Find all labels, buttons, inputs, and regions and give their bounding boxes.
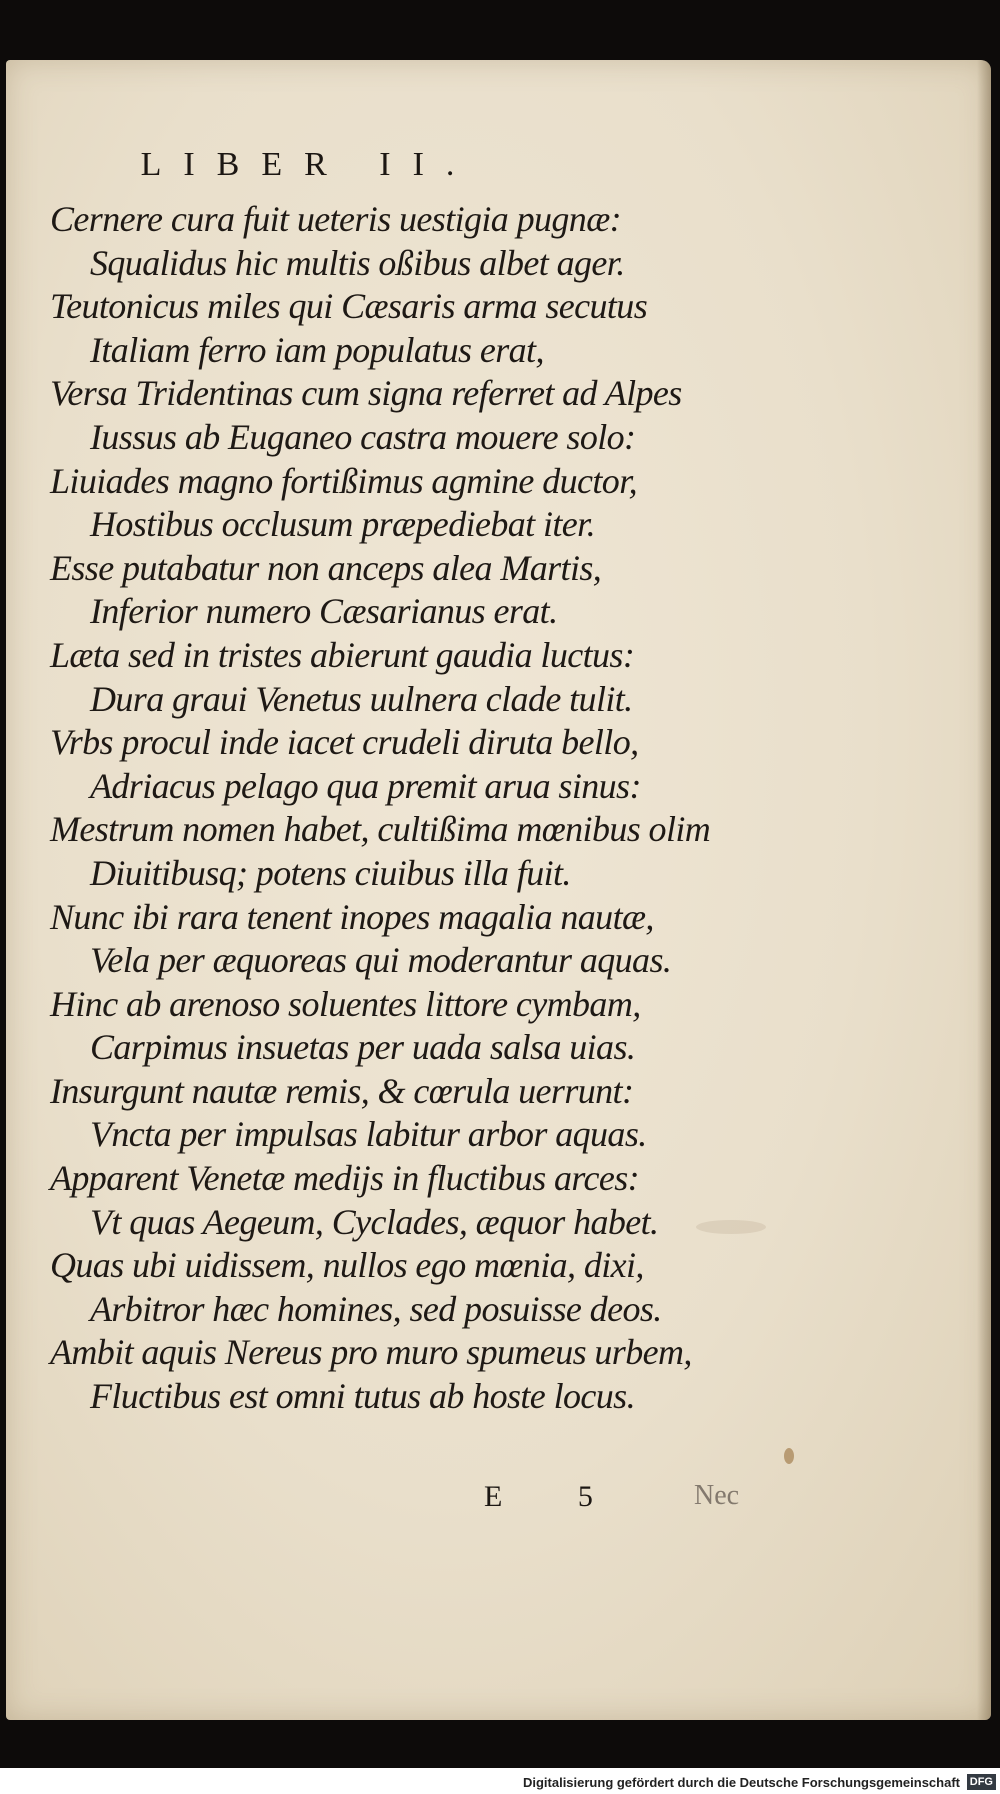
verse-line: Adriacus pelago qua premit arua sinus:	[90, 765, 641, 806]
verse-line: Liuiades magno fortißimus agmine ductor,	[50, 460, 638, 501]
verse-line: Carpimus insuetas per uada salsa uias.	[90, 1027, 636, 1068]
verse-line: Vela per æquoreas qui moderantur aquas.	[90, 940, 672, 981]
verse-block	[50, 198, 970, 1419]
verse-line: Diuitibusq; potens ciuibus illa fuit.	[90, 852, 571, 893]
verse-line: Fluctibus est omni tutus ab hoste locus.	[90, 1376, 635, 1417]
verse-line: Iussus ab Euganeo castra mouere solo:	[90, 416, 636, 457]
verse-line: Hostibus occlusum præpediebat iter.	[90, 504, 595, 545]
verse-line: Squalidus hic multis oßibus albet ager.	[90, 242, 625, 283]
verse-line: Hinc ab arenoso soluentes littore cymbam,	[50, 983, 641, 1024]
running-head: LIBER II.	[140, 146, 477, 183]
verse-line: Dura graui Venetus uulnera clade tulit.	[90, 678, 633, 719]
funding-credit: Digitalisierung gefördert durch die Deutsche Forschungsgemeinschaft	[522, 1775, 960, 1790]
verse-line: Læta sed in tristes abierunt gaudia luctus:	[50, 634, 635, 675]
verse-line: Apparent Venetæ medijs in fluctibus arces:	[50, 1158, 640, 1199]
verse-line: Teutonicus miles qui Cæsaris arma secutus	[50, 286, 648, 327]
catchword: Nec	[694, 1480, 740, 1511]
dfg-logo: DFG	[967, 1774, 996, 1790]
book-page	[6, 60, 991, 1720]
verse-line: Italiam ferro iam populatus erat,	[90, 329, 544, 370]
verse-line: Esse putabatur non anceps alea Martis,	[50, 547, 602, 588]
verse-line: Inferior numero Cæsarianus erat.	[90, 591, 558, 632]
verse-line: Nunc ibi rara tenent inopes magalia nautæ,	[50, 896, 654, 937]
verse-line: Vt quas Aegeum, Cyclades, æquor habet.	[90, 1201, 659, 1242]
paper-stain	[784, 1448, 794, 1464]
verse-line: Cernere cura fuit ueteris uestigia pugnæ:	[50, 199, 621, 239]
verse-line: Quas ubi uidissem, nullos ego mœnia, dixi,	[50, 1245, 644, 1286]
verse-line: Vrbs procul inde iacet crudeli diruta bello,	[50, 722, 639, 763]
verse-line: Ambit aquis Nereus pro muro spumeus urbem,	[50, 1332, 692, 1373]
verse-line: Versa Tridentinas cum signa referret ad Alpes	[50, 373, 682, 414]
signature-mark: E 5	[484, 1480, 627, 1513]
verse-line: Mestrum nomen habet, cultißima mœnibus olim	[50, 809, 711, 850]
verse-line: Insurgunt nautæ remis, & cœrula uerrunt:	[50, 1070, 634, 1111]
page-edge-shadow	[977, 60, 991, 1720]
verse-line: Vncta per impulsas labitur arbor aquas.	[90, 1114, 647, 1155]
footer-bar	[0, 1768, 1000, 1794]
verse-line: Arbitror hæc homines, sed posuisse deos.	[90, 1288, 662, 1329]
